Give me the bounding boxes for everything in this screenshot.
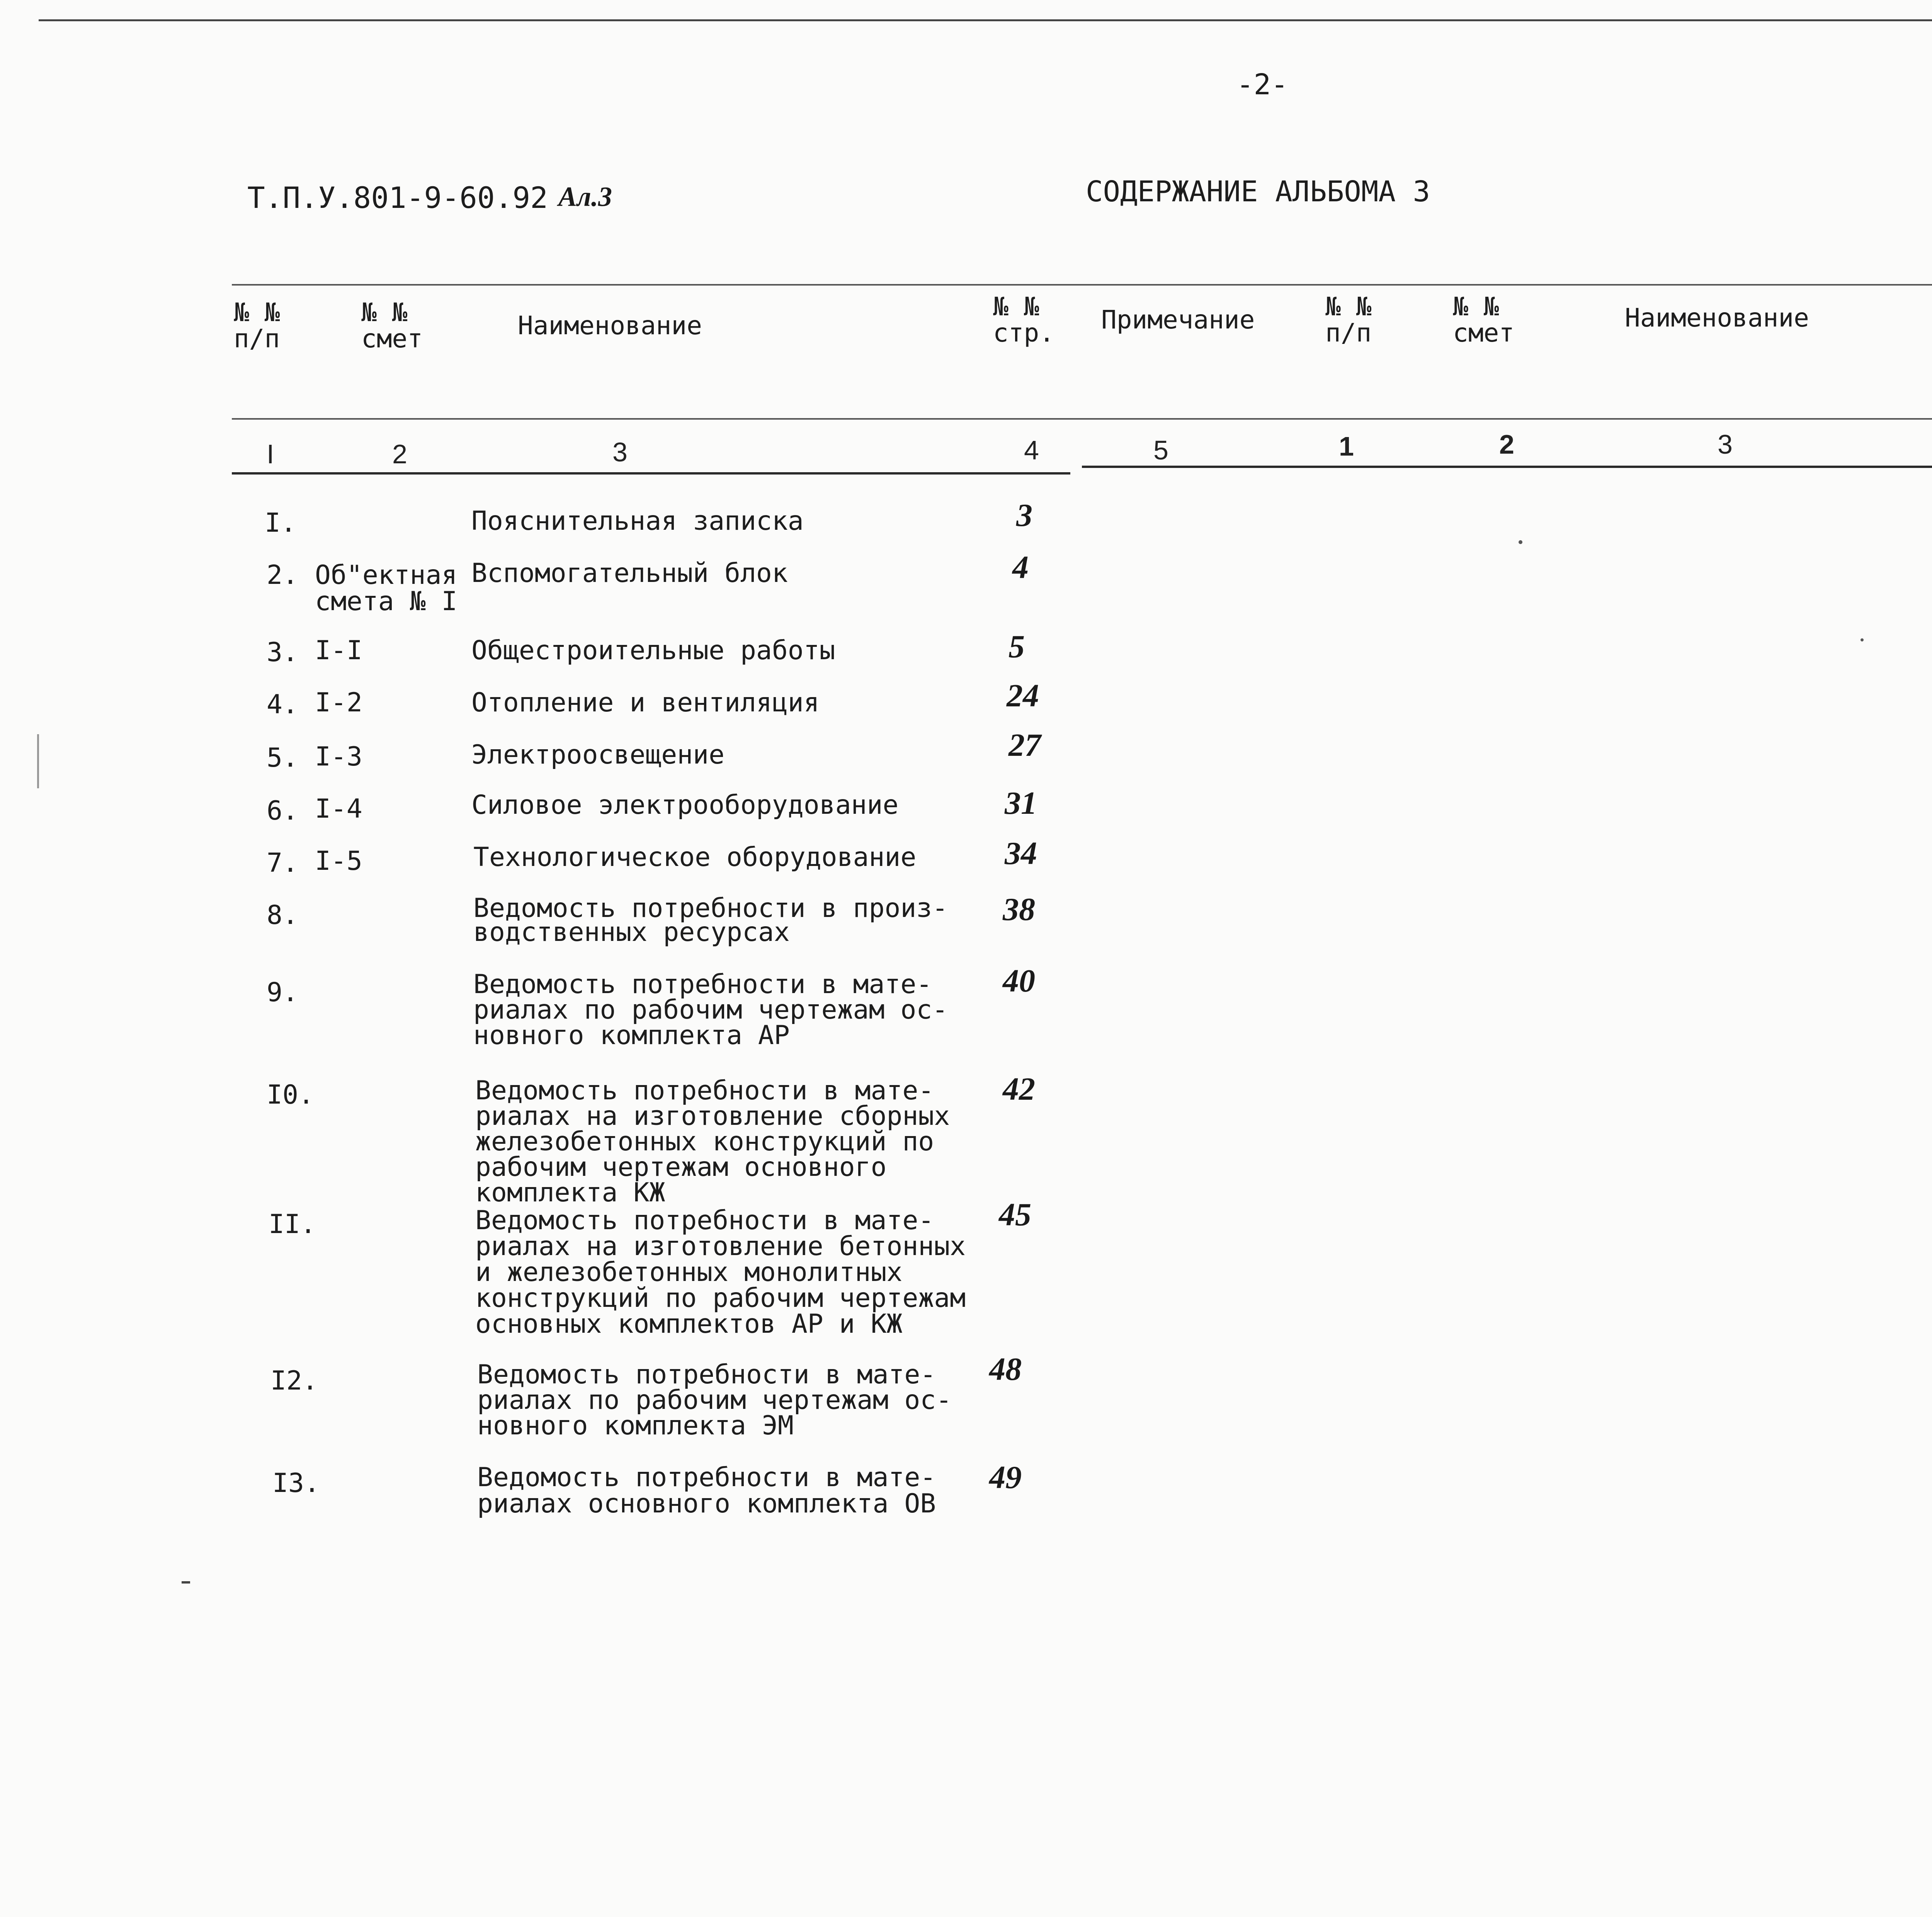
album-note: Ал.3 — [558, 181, 612, 212]
row-12-no: I2. — [270, 1366, 318, 1396]
row-10-no: I0. — [267, 1080, 314, 1110]
colnum-right-2: 2 — [1499, 429, 1514, 459]
header-nn-pp-right: № № п/п — [1325, 292, 1372, 348]
colnum-5: 5 — [1153, 435, 1168, 465]
header-nn-smet: № № смет — [361, 298, 423, 354]
row-8-no: 8. — [267, 900, 298, 930]
row-7-no: 7. — [267, 848, 298, 878]
row-8-name: Ведомость потребности в произ- водственных ресурсах — [473, 893, 948, 947]
column-numbers-rule-right — [1082, 466, 1932, 468]
row-13-no: I3. — [272, 1468, 320, 1499]
row-6-no: 6. — [267, 796, 298, 826]
header-bottom-rule — [232, 418, 1932, 420]
header-nn-pp: № № п/п — [234, 298, 280, 354]
row-7-name: Технологическое оборудование — [473, 842, 917, 873]
row-2-page: 4 — [1012, 549, 1029, 585]
colnum-2: 2 — [392, 439, 407, 469]
row-4-smeta: I-2 — [315, 687, 362, 718]
row-2-no: 2. — [267, 560, 298, 590]
row-4-no: 4. — [267, 689, 298, 720]
row-8-page: 38 — [1003, 891, 1035, 927]
row-6-smeta: I-4 — [315, 794, 362, 824]
header-note: Примечание — [1101, 305, 1255, 335]
row-10-page: 42 — [1003, 1071, 1035, 1107]
page-number: -2- — [1236, 68, 1288, 101]
row-5-name: Электроосвещение — [471, 740, 725, 770]
row-9-no: 9. — [267, 977, 298, 1008]
row-1-page: 3 — [1016, 497, 1032, 533]
colnum-4: 4 — [1024, 435, 1039, 465]
left-scan-mark — [37, 734, 39, 788]
row-5-page: 27 — [1009, 727, 1041, 763]
row-7-smeta: I-5 — [315, 846, 362, 876]
top-scan-edge — [39, 19, 1932, 21]
row-2-name: Вспомогательный блок — [471, 558, 788, 589]
page-title: СОДЕРЖАНИЕ АЛЬБОМА 3 — [1086, 175, 1430, 208]
column-numbers-rule-left — [232, 472, 1070, 475]
row-5-smeta: I-3 — [315, 742, 362, 772]
row-13-page: 49 — [989, 1459, 1022, 1495]
document-code: Т.П.У.801-9-60.92 — [247, 180, 548, 215]
row-4-name: Отопление и вентиляция — [471, 687, 820, 718]
row-1-no: I. — [265, 508, 296, 538]
header-name-right: Наименование — [1625, 303, 1809, 333]
row-9-name: Ведомость потребности в мате- риалах по рабочим чертежам ос- новного комплекта АР — [473, 969, 948, 1051]
header-nn-str: № № стр. — [993, 292, 1054, 348]
row-3-smeta: I-I — [315, 635, 362, 666]
header-top-rule — [232, 284, 1932, 286]
colnum-3: 3 — [612, 437, 628, 467]
scan-speck — [182, 1581, 190, 1584]
row-5-no: 5. — [267, 743, 298, 773]
row-11-name: Ведомость потребности в мате- риалах на изготовление бетонных и железобетонных монолитных конструкций по рабочим чертежам основных комплектов АР и КЖ — [475, 1205, 966, 1339]
row-10-name: Ведомость потребности в мате- риалах на изготовление сборных железобетонных конструкций по рабочим чертежам основного комплекта КЖ — [475, 1075, 950, 1208]
scan-speck — [1519, 540, 1522, 544]
row-3-name: Общестроительные работы — [471, 635, 835, 666]
scan-speck — [1861, 638, 1864, 641]
header-nn-smet-right: № № смет — [1453, 292, 1514, 348]
row-9-page: 40 — [1003, 963, 1035, 999]
header-name: Наименование — [518, 311, 702, 340]
row-3-page: 5 — [1009, 629, 1025, 665]
row-6-page: 31 — [1005, 785, 1037, 821]
colnum-right-1: 1 — [1339, 431, 1354, 461]
row-11-no: II. — [269, 1209, 316, 1240]
row-2-smeta: Об"ектная смета № I — [315, 560, 457, 617]
row-6-name: Силовое электрооборудование — [471, 790, 899, 820]
row-1-name: Пояснительная записка — [471, 506, 804, 536]
row-12-name: Ведомость потребности в мате- риалах по рабочим чертежам ос- новного комплекта ЭМ — [477, 1359, 952, 1441]
row-4-page: 24 — [1007, 678, 1039, 714]
row-11-page: 45 — [999, 1197, 1031, 1233]
colnum-1: I — [267, 439, 274, 469]
row-13-name: Ведомость потребности в мате- риалах основного комплекта ОВ — [477, 1462, 936, 1519]
row-12-page: 48 — [989, 1351, 1022, 1387]
colnum-right-3: 3 — [1718, 429, 1733, 459]
row-3-no: 3. — [267, 637, 298, 668]
row-7-page: 34 — [1005, 835, 1037, 871]
